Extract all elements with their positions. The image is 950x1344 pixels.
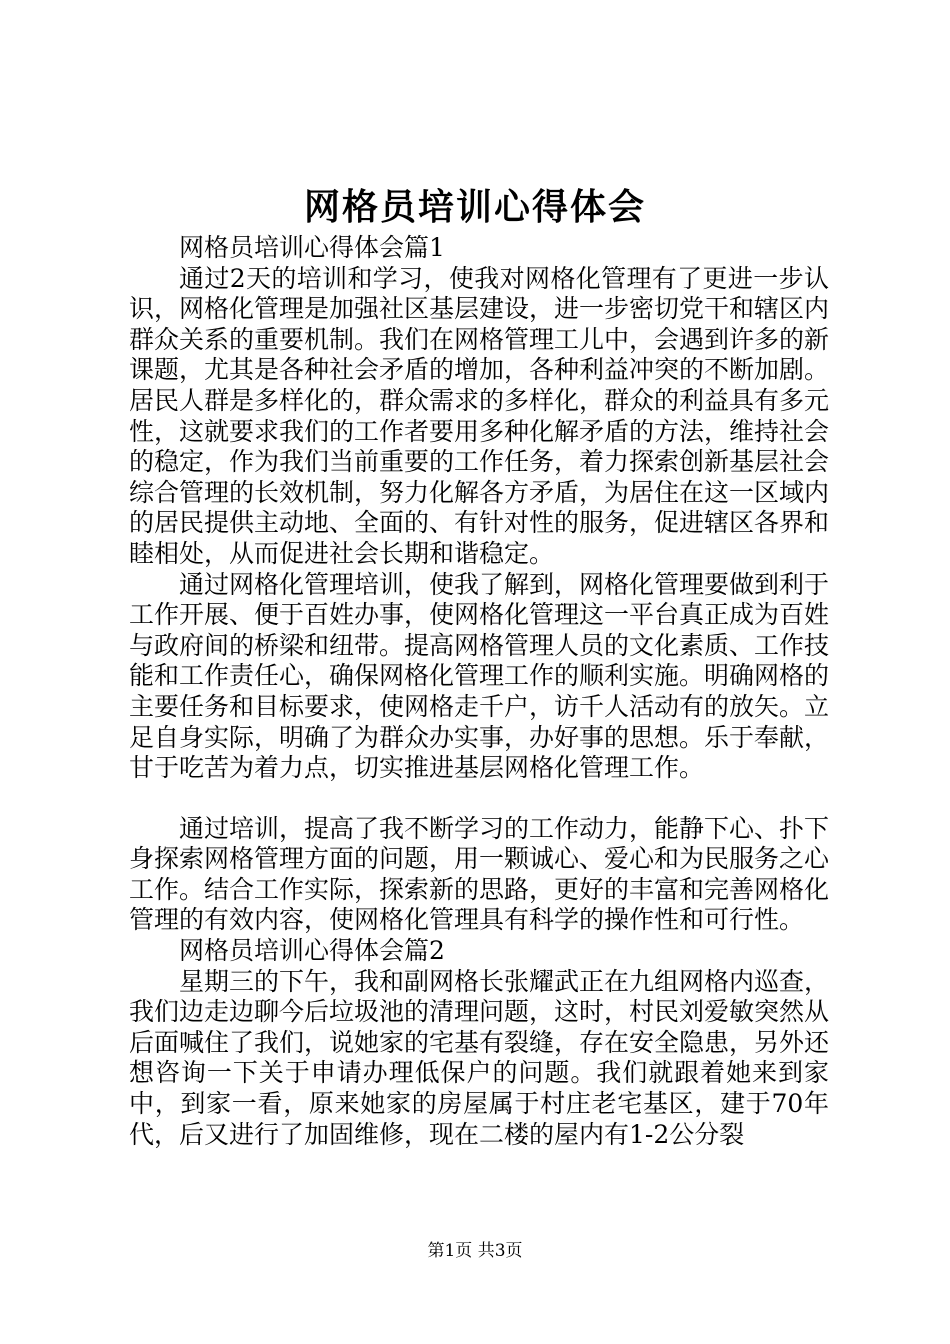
page-footer: 第1页 共3页: [427, 1241, 523, 1261]
document-body: [129, 233, 829, 1150]
section-heading-1: 网格员培训心得体会篇1: [179, 233, 445, 262]
paragraph: 通过2天的培训和学习，使我对网格化管理有了更进一步认识，网格化管理是加强社区基层建设，进一步密切党干和辖区内群众关系的重要机制。我们在网格管理工儿中，会遇到许多的新课题，尤其是各种社会矛盾的增加，各种利益冲突的不断加剧。居民人群是多样化的，群众需求的多样化，群众的利益具有多元性，这就要求我们的工作者要用多种化解矛盾的方法，维持社会的稳定，作为我们当前重要的工作任务，着力探索创新基层社会综合管理的长效机制，努力化解各方矛盾，为居住在这一区域内的居民提供主动地、全面的、有针对性的服务，促进辖区各界和睦相处，从而促进社会长期和谐稳定。: [129, 263, 830, 568]
section-heading-2: 网格员培训心得体会篇2: [179, 936, 445, 966]
document-title: 网格员培训心得体会: [303, 187, 646, 228]
paragraph: 通过网格化管理培训，使我了解到，网格化管理要做到利于工作开展、便于百姓办事，使网格化管理这一平台真正成为百姓与政府间的桥梁和纽带。提高网格管理人员的文化素质、工作技能和工作责任心，确保网格化管理工作的顺利实施。明确网格的主要任务和目标要求，使网格走千户，访千人活动有的放矢。立足自身实际，明确了为群众办实事，办好事的思想。乐于奉献，甘于吃苦为着力点，切实推进基层网格化管理工作。: [129, 569, 830, 783]
paragraph: 通过培训，提高了我不断学习的工作动力，能静下心、扑下身探索网格管理方面的问题，用一颗诚心、爱心和为民服务之心工作。结合工作实际，探索新的思路，更好的丰富和完善网格化管理的有效内容，使网格化管理具有科学的操作性和可行性。: [129, 813, 830, 935]
paragraph: 星期三的下午，我和副网格长张耀武正在九组网格内巡查，我们边走边聊今后垃圾池的清理问题，这时，村民刘爱敏突然从后面喊住了我们，说她家的宅基有裂缝，存在安全隐患，另外还想咨询一下关于申请办理低保户的问题。我们就跟着她来到家中，到家一看，原来她家的房屋属于村庄老宅基区，建于70年代，后又进行了加固维修，现在二楼的屋内有1-2公分裂: [129, 966, 830, 1149]
